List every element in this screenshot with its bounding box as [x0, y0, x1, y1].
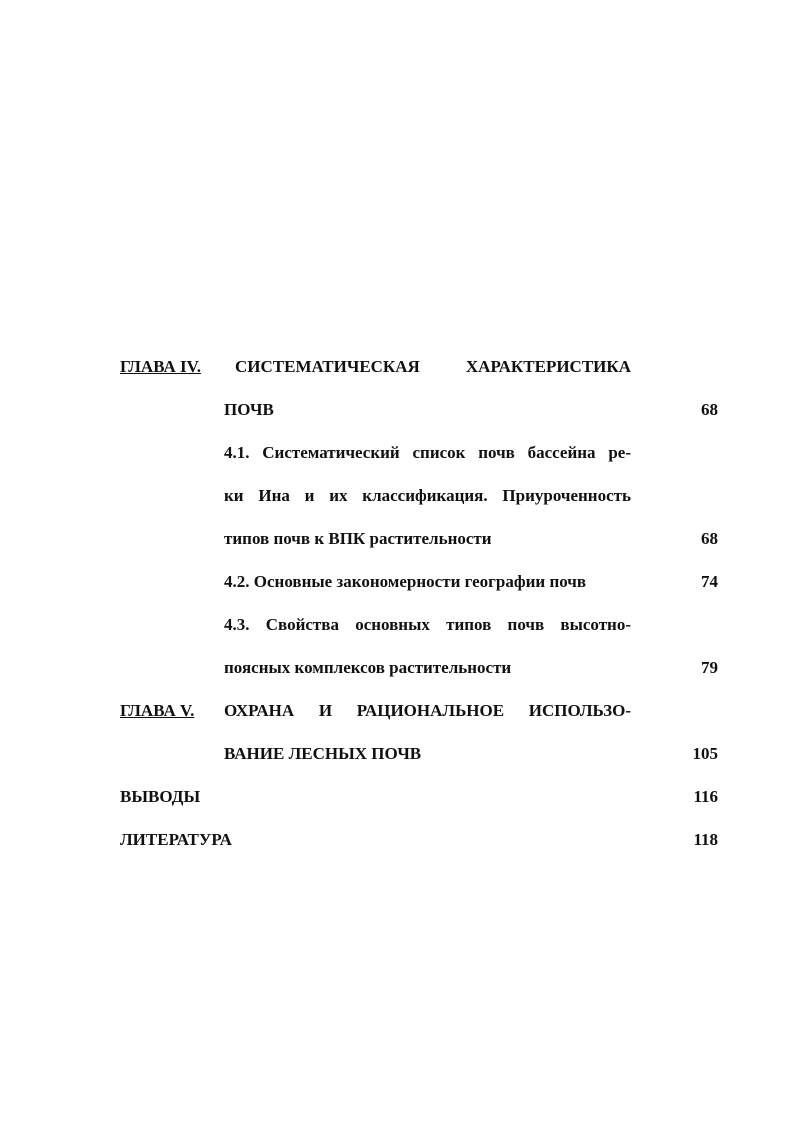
- section-4-3-line-1: 4.3. Свойства основных типов почв высотно-: [224, 615, 631, 634]
- chapter-4-heading: [120, 357, 201, 377]
- section-4-3-line-2: поясных комплексов растительности: [224, 658, 512, 677]
- conclusions-label: ВЫВОДЫ: [120, 787, 201, 806]
- literature-page-number: 118: [693, 830, 718, 849]
- chapter-4-label: ГЛАВА IV.: [120, 357, 201, 376]
- chapter-5-title-line-1: ОХРАНА И РАЦИОНАЛЬНОЕ ИСПОЛЬЗО-: [224, 701, 631, 720]
- section-4-3-page-number: 79: [701, 658, 718, 677]
- chapter-5-page-number: 105: [692, 744, 718, 763]
- conclusions-page-number: 116: [693, 787, 718, 806]
- chapter-4-page-number: 68: [701, 400, 718, 419]
- chapter-5-label: ГЛАВА V.: [120, 701, 195, 720]
- chapter-4-title-line-2: ПОЧВ: [224, 400, 274, 419]
- section-4-1-page-number: 68: [701, 529, 718, 548]
- literature-label: ЛИТЕРАТУРА: [120, 830, 232, 849]
- section-4-1-line-1: 4.1. Систематический список почв бассейна ре-: [224, 443, 631, 462]
- chapter-4-title-line-1: СИСТЕМАТИЧЕСКАЯ ХАРАКТЕРИСТИКА: [235, 357, 631, 376]
- section-4-1-line-2: ки Ина и их классификация. Приуроченность: [224, 486, 631, 505]
- chapter-5-heading: [120, 701, 194, 721]
- section-4-2-line-1: 4.2. Основные закономерности географии почв: [224, 572, 587, 591]
- section-4-1-line-3: типов почв к ВПК растительности: [224, 529, 492, 548]
- chapter-5-title-line-2: ВАНИЕ ЛЕСНЫХ ПОЧВ: [224, 744, 422, 763]
- section-4-2-page-number: 74: [701, 572, 718, 591]
